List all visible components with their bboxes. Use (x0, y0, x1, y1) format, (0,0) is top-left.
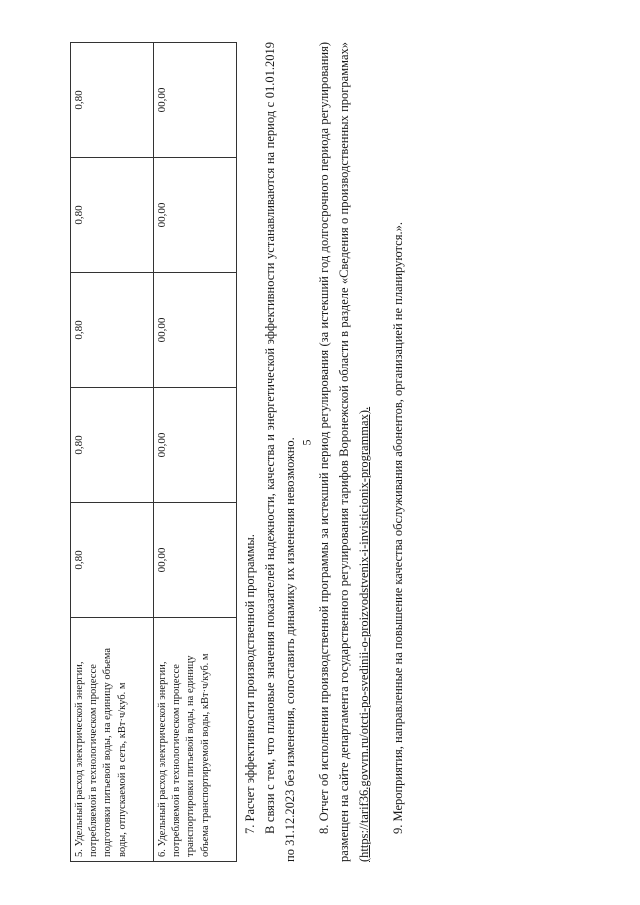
section-9-text: 9. Мероприятия, направленные на повышение качества обслуживания абонентов, организацией не планируются.». (391, 222, 405, 834)
section-7-heading: 7. Расчет эффективности производственной программы. (243, 534, 257, 834)
row-label: 5. Удельный расход электрической энергии, потребляемой в технологическом процессе подготовки питьевой воды, на единицу объема воды, отпускаемой в сеть, кВт·ч/куб. м (71, 618, 154, 862)
programs-link[interactable]: (https://tarif36.govvrn.ru/otcti-po-svedinii-o-proizvodstvenix-i-invisticionix-programmax). (357, 406, 371, 862)
table-row (154, 43, 237, 862)
indicators-table (70, 42, 237, 862)
table-cell: 0,80 (71, 43, 154, 158)
row-label: 6. Удельный расход электрической энергии, потребляемой в технологическом процессе транспортировки питьевой воды, на единицу объема транспортируемой воды, кВт·ч/куб. м (154, 618, 237, 862)
table-cell: 00,00 (154, 158, 237, 273)
table-cell: 00,00 (154, 273, 237, 388)
rotated-content (50, 42, 600, 862)
page-number: 5 (299, 439, 314, 446)
table-cell: 0,80 (71, 158, 154, 273)
table-cell: 0,80 (71, 273, 154, 388)
table-cell: 00,00 (154, 503, 237, 618)
section-8-text: 8. Отчет об исполнении производственной программы за истекший период регулирования (за истекший год долгосрочного периода регулирования) размещен на сайте департамента государственного регулирования тарифов Воронежской области в разделе «Сведения о производственных программах» (317, 42, 351, 862)
table-cell: 0,80 (71, 388, 154, 503)
table-cell: 00,00 (154, 388, 237, 503)
section-7-text: В связи с тем, что плановые значения показателей надежности, качества и энергетической эффективности устанавливаются на период с 01.01.2019 по 31.12.2023 без изменения, сопоставить динамику их изменения невозможно. (263, 42, 297, 862)
section-8 (314, 42, 374, 862)
table-cell: 0,80 (71, 503, 154, 618)
body-text (240, 42, 422, 862)
table-row (71, 43, 154, 862)
table-cell: 00,00 (154, 43, 237, 158)
